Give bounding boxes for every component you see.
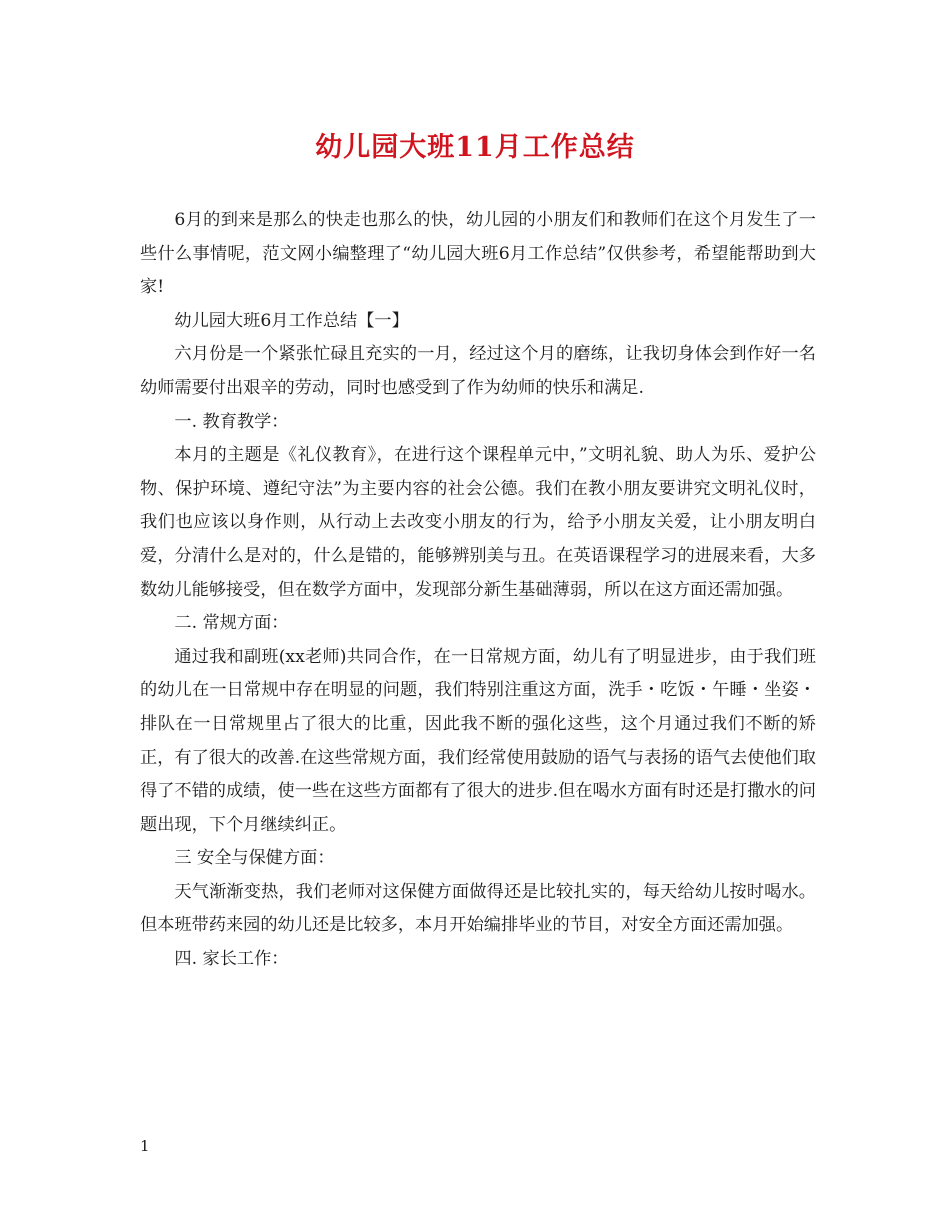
heading-education: 一. 教育教学： <box>174 411 289 432</box>
section-heading-part-one: 幼儿园大班6月工作总结【一】 <box>174 310 409 331</box>
heading-safety-health: 三 安全与保健方面： <box>174 848 335 869</box>
safety-health-paragraph: 天气渐渐变热，我们老师对这保健方面做得还是比较扎实的，每天给幼儿按时喝水。但本班带药来园的幼儿还是比较多，本月开始编排毕业的节目，对安全方面还需加强。 <box>140 881 816 936</box>
education-paragraph: 本月的主题是《礼仪教育》，在进行这个课程单元中，”文明礼貌、助人为乐、爱护公物、保护环境、遵纪守法”为主要内容的社会公德。我们在教小朋友要讲究文明礼仪时，我们也应该以身作则，从行动上去改变小朋友的行为，给予小朋友关爱，让小朋友明白爱，分清什么是对的，什么是错的，能够辨别美与丑。在英语课程学习的进展来看，大多数幼儿能够接受，但在数学方面中，发现部分新生基础薄弱，所以在这方面还需加强。 <box>140 445 816 600</box>
document-title: 幼儿园大班11月工作总结 <box>315 132 635 163</box>
intro-paragraph: 6月的到来是那么的快走也那么的快，幼儿园的小朋友们和教师们在这个月发生了一些什么事情呢，范文网小编整理了“幼儿园大班6月工作总结”仅供参考，希望能帮助到大家! <box>140 210 816 298</box>
routine-paragraph: 通过我和副班(xx老师)共同合作，在一日常规方面，幼儿有了明显进步，由于我们班的幼儿在一日常规中存在明显的问题，我们特别注重这方面，洗手・吃饭・午睡・坐姿・排队在一日常规里占了很大的比重，因此我不断的强化这些，这个月通过我们不断的矫正，有了很大的改善.在这些常规方面，我们经常使用鼓励的语气与表扬的语气去使他们取得了不错的成绩，使一些在这些方面都有了很大的进步.但在喝水方面有时还是打撒水的问题出现，下个月继续纠正。 <box>140 646 816 835</box>
page-number: 1 <box>140 1137 150 1155</box>
document-body <box>140 204 816 977</box>
june-overview-paragraph: 六月份是一个紧张忙碌且充实的一月，经过这个月的磨练，让我切身体会到作好一名幼师需要付出艰辛的劳动，同时也感受到了作为幼师的快乐和满足. <box>140 344 816 398</box>
heading-routine: 二. 常规方面： <box>174 613 289 634</box>
heading-parent-work: 四. 家长工作： <box>174 949 289 970</box>
